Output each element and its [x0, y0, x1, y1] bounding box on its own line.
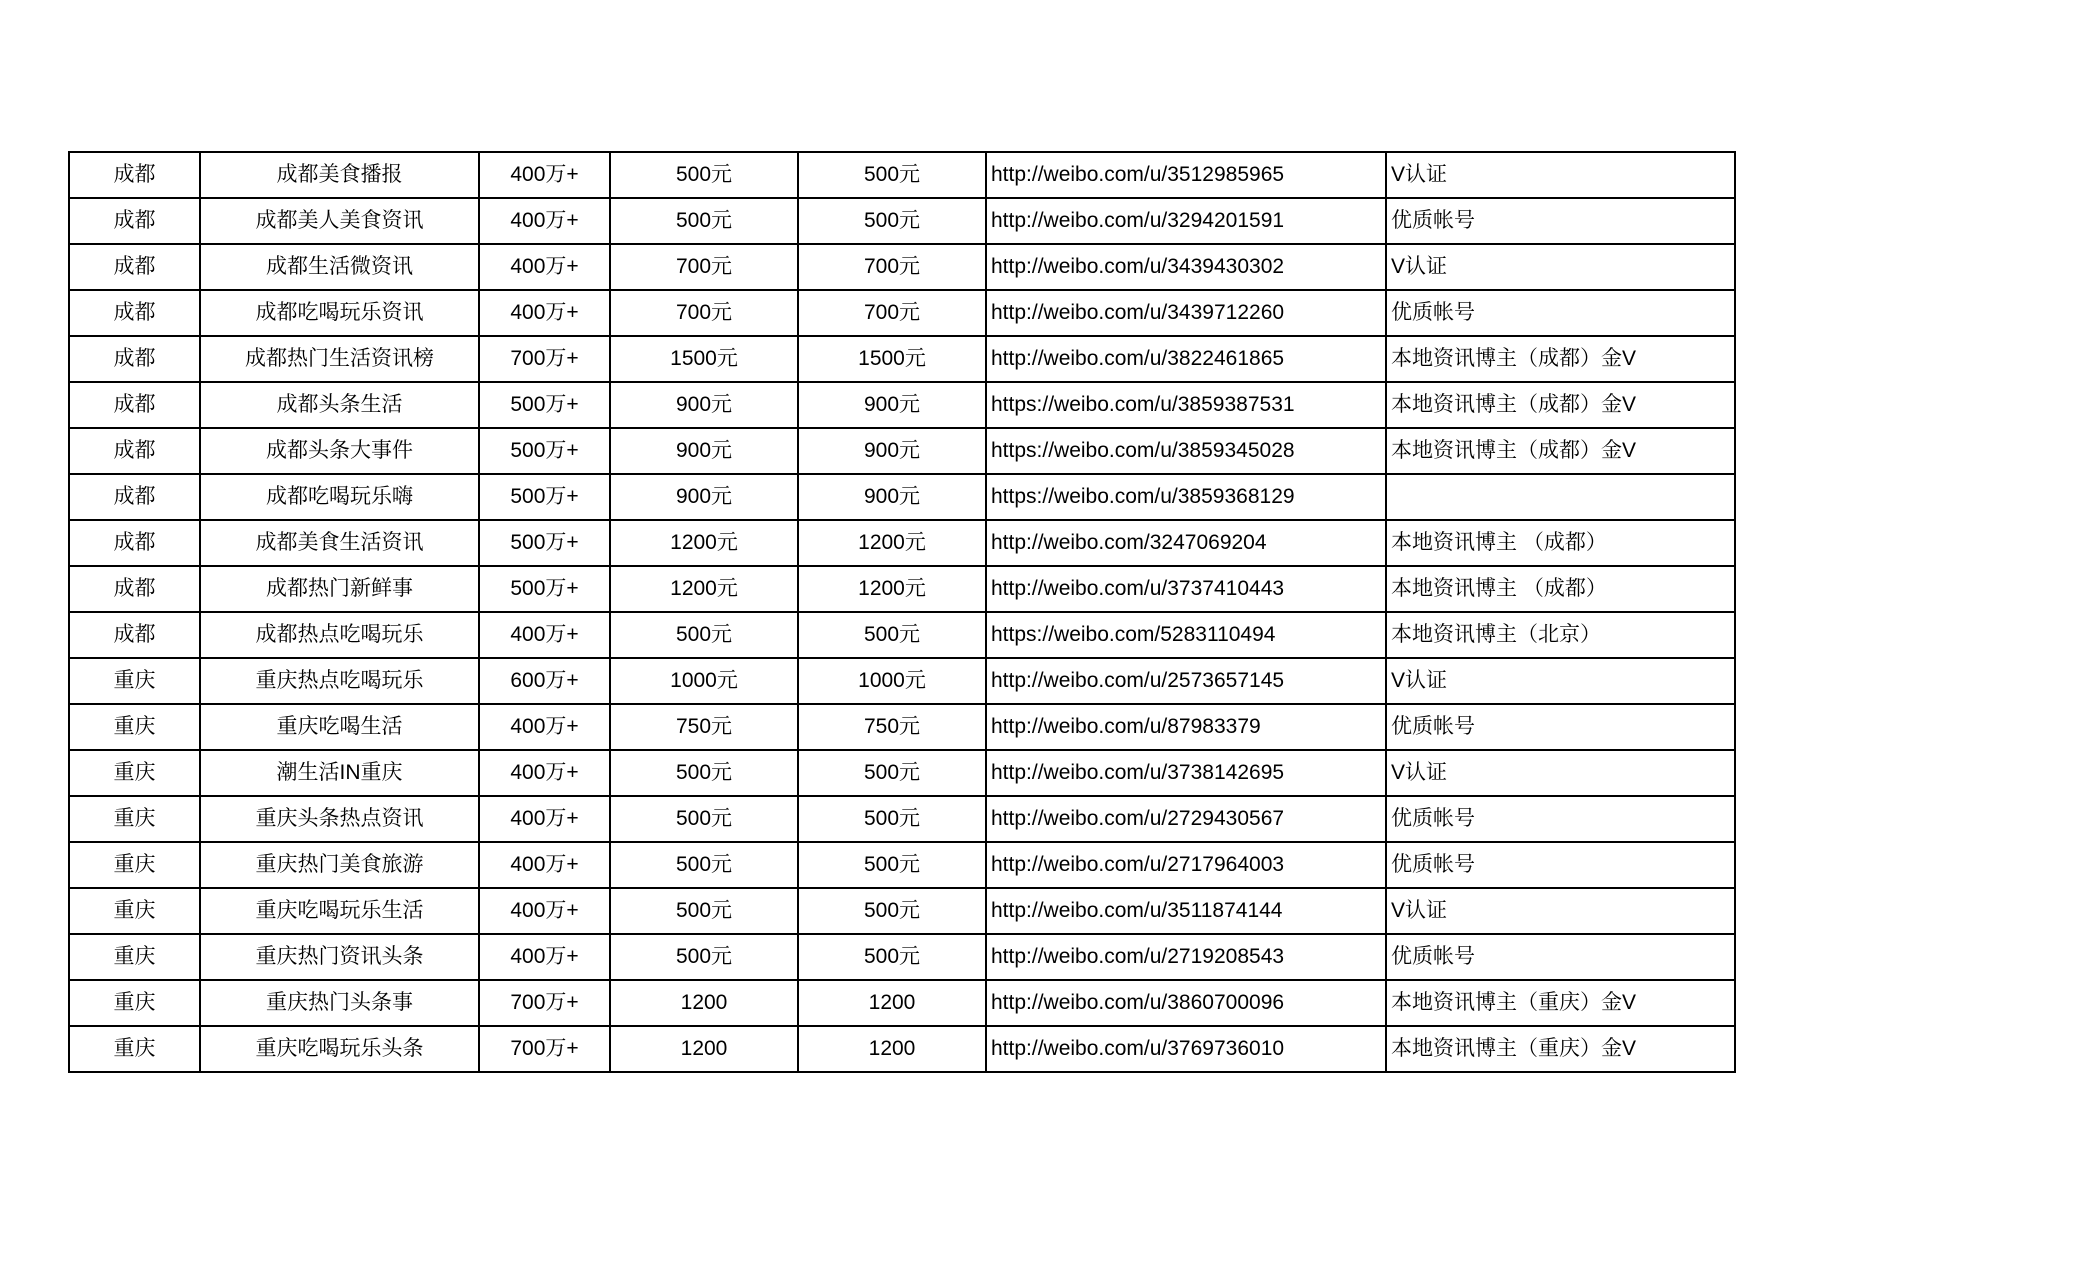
followers-cell: 400万+ — [479, 198, 610, 244]
followers-cell: 400万+ — [479, 934, 610, 980]
table-row — [69, 244, 1735, 290]
city-cell: 成都 — [69, 566, 200, 612]
account-name-cell: 重庆吃喝玩乐生活 — [200, 888, 479, 934]
profile-url-cell: https://weibo.com/u/3859345028 — [986, 428, 1386, 474]
account-note-cell: 优质帐号 — [1386, 934, 1735, 980]
followers-cell: 700万+ — [479, 336, 610, 382]
price-cell: 1200元 — [610, 566, 798, 612]
city-cell: 重庆 — [69, 658, 200, 704]
price-cell-2: 1200 — [798, 1026, 986, 1072]
price-cell-2: 900元 — [798, 382, 986, 428]
followers-cell: 400万+ — [479, 796, 610, 842]
table-row — [69, 1026, 1735, 1072]
account-note-cell: 本地资讯博主 （成都） — [1386, 566, 1735, 612]
price-cell-2: 500元 — [798, 152, 986, 198]
profile-url-cell: http://weibo.com/u/3439712260 — [986, 290, 1386, 336]
price-cell: 900元 — [610, 428, 798, 474]
account-name-cell: 重庆热门美食旅游 — [200, 842, 479, 888]
account-name-cell: 重庆头条热点资讯 — [200, 796, 479, 842]
price-cell-2: 900元 — [798, 474, 986, 520]
table-row — [69, 704, 1735, 750]
account-name-cell: 成都美食播报 — [200, 152, 479, 198]
followers-cell: 500万+ — [479, 382, 610, 428]
price-cell: 500元 — [610, 934, 798, 980]
city-cell: 重庆 — [69, 750, 200, 796]
account-note-cell: 本地资讯博主 （成都） — [1386, 520, 1735, 566]
account-note-cell: 本地资讯博主（重庆）金V — [1386, 1026, 1735, 1072]
followers-cell: 400万+ — [479, 612, 610, 658]
price-cell-2: 700元 — [798, 290, 986, 336]
followers-cell: 500万+ — [479, 474, 610, 520]
city-cell: 重庆 — [69, 704, 200, 750]
price-cell-2: 500元 — [798, 612, 986, 658]
profile-url-cell: http://weibo.com/u/3511874144 — [986, 888, 1386, 934]
account-note-cell: 本地资讯博主（成都）金V — [1386, 428, 1735, 474]
table-row — [69, 980, 1735, 1026]
city-cell: 重庆 — [69, 1026, 200, 1072]
followers-cell: 400万+ — [479, 704, 610, 750]
account-note-cell: 优质帐号 — [1386, 796, 1735, 842]
profile-url-cell: http://weibo.com/u/2717964003 — [986, 842, 1386, 888]
account-note-cell: V认证 — [1386, 888, 1735, 934]
table-row — [69, 474, 1735, 520]
price-cell-2: 750元 — [798, 704, 986, 750]
price-cell-2: 500元 — [798, 888, 986, 934]
account-name-cell: 成都热点吃喝玩乐 — [200, 612, 479, 658]
followers-cell: 400万+ — [479, 290, 610, 336]
profile-url-cell: https://weibo.com/u/3859368129 — [986, 474, 1386, 520]
city-cell: 重庆 — [69, 842, 200, 888]
city-cell: 重庆 — [69, 980, 200, 1026]
price-cell: 500元 — [610, 796, 798, 842]
price-cell-2: 700元 — [798, 244, 986, 290]
profile-url-cell: http://weibo.com/u/3738142695 — [986, 750, 1386, 796]
account-note-cell: V认证 — [1386, 750, 1735, 796]
account-note-cell: 优质帐号 — [1386, 704, 1735, 750]
profile-url-cell: http://weibo.com/u/87983379 — [986, 704, 1386, 750]
account-note-cell — [1386, 474, 1735, 520]
account-name-cell: 成都美人美食资讯 — [200, 198, 479, 244]
table-row — [69, 658, 1735, 704]
account-name-cell: 成都吃喝玩乐资讯 — [200, 290, 479, 336]
account-name-cell: 重庆吃喝生活 — [200, 704, 479, 750]
table-row — [69, 934, 1735, 980]
city-cell: 成都 — [69, 336, 200, 382]
price-cell: 500元 — [610, 612, 798, 658]
account-note-cell: 本地资讯博主（成都）金V — [1386, 336, 1735, 382]
account-name-cell: 重庆热门资讯头条 — [200, 934, 479, 980]
account-name-cell: 成都头条生活 — [200, 382, 479, 428]
city-cell: 成都 — [69, 428, 200, 474]
price-cell: 500元 — [610, 842, 798, 888]
account-name-cell: 成都生活微资讯 — [200, 244, 479, 290]
price-cell-2: 1000元 — [798, 658, 986, 704]
profile-url-cell: http://weibo.com/u/3769736010 — [986, 1026, 1386, 1072]
city-cell: 重庆 — [69, 796, 200, 842]
followers-cell: 400万+ — [479, 152, 610, 198]
account-note-cell: V认证 — [1386, 244, 1735, 290]
city-cell: 成都 — [69, 290, 200, 336]
city-cell: 成都 — [69, 474, 200, 520]
profile-url-cell: http://weibo.com/u/3860700096 — [986, 980, 1386, 1026]
price-cell: 1200 — [610, 980, 798, 1026]
price-cell-2: 1200元 — [798, 566, 986, 612]
price-cell-2: 500元 — [798, 198, 986, 244]
table-row — [69, 842, 1735, 888]
table-row — [69, 382, 1735, 428]
table-row — [69, 520, 1735, 566]
followers-cell: 400万+ — [479, 244, 610, 290]
profile-url-cell: http://weibo.com/u/2729430567 — [986, 796, 1386, 842]
price-cell-2: 500元 — [798, 842, 986, 888]
price-cell: 500元 — [610, 888, 798, 934]
price-cell: 500元 — [610, 750, 798, 796]
city-cell: 成都 — [69, 244, 200, 290]
price-cell: 1200 — [610, 1026, 798, 1072]
table-row — [69, 612, 1735, 658]
price-cell: 500元 — [610, 152, 798, 198]
followers-cell: 400万+ — [479, 750, 610, 796]
table-row — [69, 336, 1735, 382]
account-note-cell: 优质帐号 — [1386, 290, 1735, 336]
account-note-cell: 优质帐号 — [1386, 842, 1735, 888]
price-cell-2: 900元 — [798, 428, 986, 474]
followers-cell: 500万+ — [479, 566, 610, 612]
account-note-cell: V认证 — [1386, 152, 1735, 198]
city-cell: 成都 — [69, 382, 200, 428]
followers-cell: 600万+ — [479, 658, 610, 704]
account-name-cell: 重庆热门头条事 — [200, 980, 479, 1026]
account-name-cell: 成都头条大事件 — [200, 428, 479, 474]
followers-cell: 500万+ — [479, 428, 610, 474]
profile-url-cell: http://weibo.com/u/3294201591 — [986, 198, 1386, 244]
city-cell: 重庆 — [69, 934, 200, 980]
account-name-cell: 潮生活IN重庆 — [200, 750, 479, 796]
price-cell: 700元 — [610, 290, 798, 336]
table-row — [69, 290, 1735, 336]
account-note-cell: V认证 — [1386, 658, 1735, 704]
price-cell-2: 1200元 — [798, 520, 986, 566]
profile-url-cell: http://weibo.com/u/3822461865 — [986, 336, 1386, 382]
table-row — [69, 198, 1735, 244]
table-body — [69, 152, 1735, 1072]
price-cell: 1500元 — [610, 336, 798, 382]
price-cell-2: 500元 — [798, 934, 986, 980]
account-name-cell: 成都热门新鲜事 — [200, 566, 479, 612]
account-note-cell: 本地资讯博主（成都）金V — [1386, 382, 1735, 428]
table-row — [69, 888, 1735, 934]
table-row — [69, 750, 1735, 796]
followers-cell: 400万+ — [479, 888, 610, 934]
account-price-table — [68, 151, 1736, 1073]
price-cell: 1200元 — [610, 520, 798, 566]
followers-cell: 700万+ — [479, 1026, 610, 1072]
profile-url-cell: https://weibo.com/u/3859387531 — [986, 382, 1386, 428]
profile-url-cell: http://weibo.com/3247069204 — [986, 520, 1386, 566]
followers-cell: 400万+ — [479, 842, 610, 888]
city-cell: 重庆 — [69, 888, 200, 934]
profile-url-cell: http://weibo.com/u/3439430302 — [986, 244, 1386, 290]
price-cell: 900元 — [610, 474, 798, 520]
profile-url-cell: http://weibo.com/u/2719208543 — [986, 934, 1386, 980]
price-cell: 900元 — [610, 382, 798, 428]
account-name-cell: 成都吃喝玩乐嗨 — [200, 474, 479, 520]
city-cell: 成都 — [69, 612, 200, 658]
price-cell-2: 500元 — [798, 796, 986, 842]
account-name-cell: 成都美食生活资讯 — [200, 520, 479, 566]
price-cell-2: 1200 — [798, 980, 986, 1026]
profile-url-cell: http://weibo.com/u/2573657145 — [986, 658, 1386, 704]
table-row — [69, 566, 1735, 612]
profile-url-cell: http://weibo.com/u/3512985965 — [986, 152, 1386, 198]
account-note-cell: 优质帐号 — [1386, 198, 1735, 244]
price-cell: 500元 — [610, 198, 798, 244]
table-row — [69, 428, 1735, 474]
followers-cell: 700万+ — [479, 980, 610, 1026]
profile-url-cell: https://weibo.com/5283110494 — [986, 612, 1386, 658]
account-name-cell: 重庆吃喝玩乐头条 — [200, 1026, 479, 1072]
account-name-cell: 成都热门生活资讯榜 — [200, 336, 479, 382]
account-note-cell: 本地资讯博主（重庆）金V — [1386, 980, 1735, 1026]
price-cell-2: 500元 — [798, 750, 986, 796]
profile-url-cell: http://weibo.com/u/3737410443 — [986, 566, 1386, 612]
table-row — [69, 796, 1735, 842]
city-cell: 成都 — [69, 152, 200, 198]
price-cell: 700元 — [610, 244, 798, 290]
price-cell-2: 1500元 — [798, 336, 986, 382]
account-name-cell: 重庆热点吃喝玩乐 — [200, 658, 479, 704]
account-note-cell: 本地资讯博主（北京） — [1386, 612, 1735, 658]
price-cell: 1000元 — [610, 658, 798, 704]
price-cell: 750元 — [610, 704, 798, 750]
city-cell: 成都 — [69, 198, 200, 244]
followers-cell: 500万+ — [479, 520, 610, 566]
city-cell: 成都 — [69, 520, 200, 566]
table-row — [69, 152, 1735, 198]
